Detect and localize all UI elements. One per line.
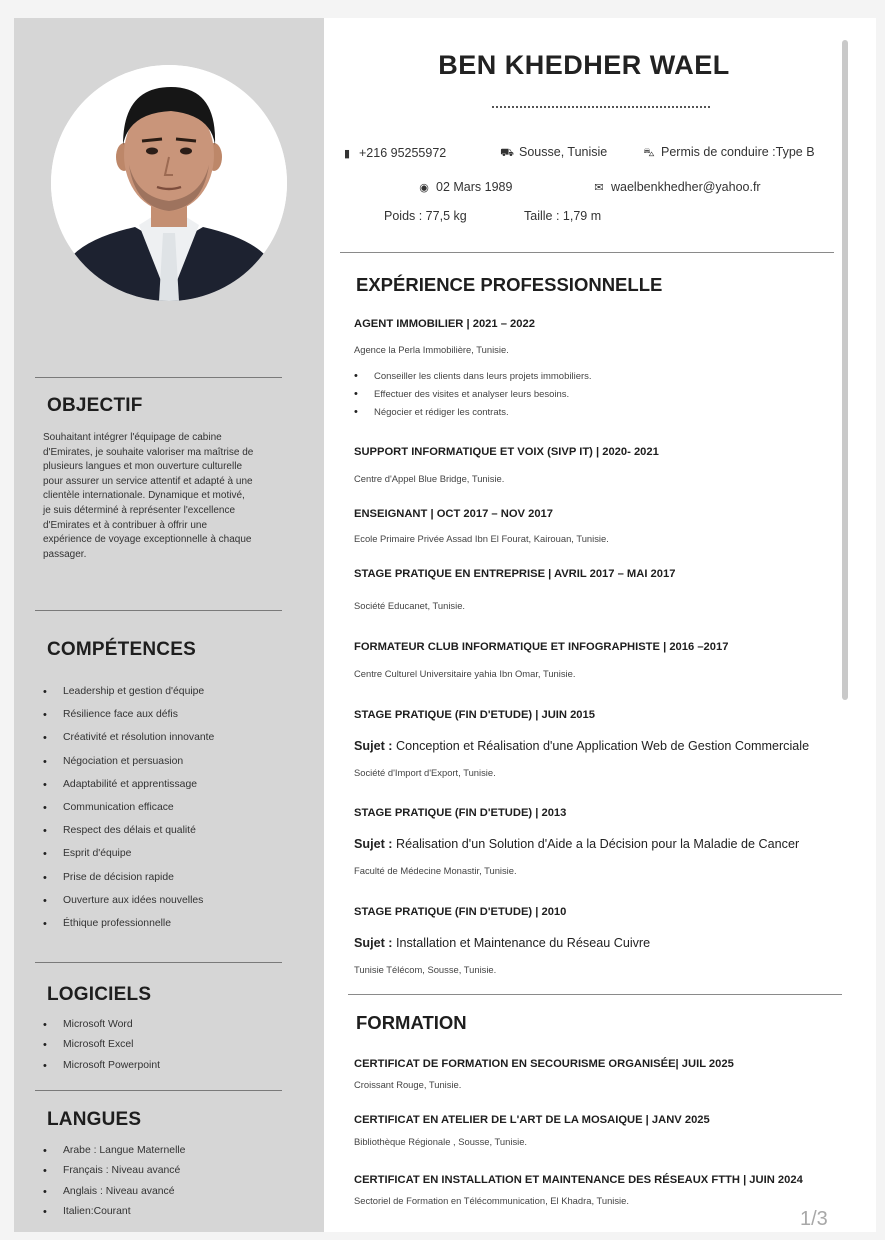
subject-text: Réalisation d'un Solution d'Aide a la Décision pour la Maladie de Cancer <box>395 837 800 851</box>
formation-title: CERTIFICAT EN INSTALLATION ET MAINTENANCE DES RÉSEAUX FTTH | JUIN 2024 <box>354 1174 803 1186</box>
list-item: • Ouverture aux idées nouvelles <box>43 894 214 917</box>
competences-list <box>43 685 214 940</box>
contact-height: Taille : 1,79 m <box>524 209 602 223</box>
objectif-line: pour assurer un service attentif et adapté à une <box>43 475 253 487</box>
job-title: ENSEIGNANT | OCT 2017 – NOV 2017 <box>354 508 553 520</box>
contact-birth-text: 02 Mars 1989 <box>436 180 513 194</box>
list-item: • Effectuer des visites et analyser leurs besoins. <box>354 389 592 407</box>
formation-title: CERTIFICAT EN ATELIER DE L'ART DE LA MOSAIQUE | JANV 2025 <box>354 1114 710 1126</box>
scrollbar[interactable] <box>842 40 848 700</box>
job-place: Faculté de Médecine Monastir, Tunisie. <box>354 865 517 876</box>
subject-label: Sujet : <box>354 936 393 950</box>
job-subject <box>354 936 650 950</box>
langues-list <box>43 1144 185 1226</box>
formation-place: Croissant Rouge, Tunisie. <box>354 1079 462 1090</box>
list-item: • Arabe : Langue Maternelle <box>43 1144 185 1164</box>
mail-icon: ✉ <box>594 182 604 194</box>
job-subject <box>354 837 799 851</box>
logiciels-list <box>43 1018 160 1079</box>
objectif-line: je suis déterminé à représenter l'excellence <box>43 504 236 516</box>
profile-photo <box>51 65 287 301</box>
divider <box>35 610 282 611</box>
candidate-name: BEN KHEDHER WAEL <box>438 50 730 80</box>
objectif-text <box>43 431 301 562</box>
job-title: SUPPORT INFORMATIQUE ET VOIX (SIVP IT) | 2020- 2021 <box>354 446 659 458</box>
birthday-icon: ◉ <box>419 182 429 194</box>
formation-heading: FORMATION <box>356 1012 467 1033</box>
list-item: • Leadership et gestion d'équipe <box>43 685 214 708</box>
sidebar <box>14 18 324 1232</box>
contact-email <box>592 180 761 194</box>
car-icon: ⛍ <box>643 147 655 159</box>
divider <box>35 1090 282 1091</box>
list-item: • Conseiller les clients dans leurs projets immobiliers. <box>354 371 592 389</box>
competences-heading: COMPÉTENCES <box>47 639 196 660</box>
contact-weight: Poids : 77,5 kg <box>384 209 467 223</box>
list-item: • Adaptabilité et apprentissage <box>43 778 214 801</box>
objectif-line: passager. <box>43 548 87 560</box>
contact-birth <box>417 180 512 194</box>
phone-icon: ▮ <box>343 148 351 160</box>
job-title: STAGE PRATIQUE (FIN D'ETUDE) | JUIN 2015 <box>354 709 595 721</box>
contact-phone <box>340 146 446 160</box>
job-place: Société d'Import d'Export, Tunisie. <box>354 767 496 778</box>
divider <box>35 377 282 378</box>
list-item: • Microsoft Excel <box>43 1038 160 1058</box>
job-place: Ecole Primaire Privée Assad Ibn El Fourat, Kairouan, Tunisie. <box>354 533 609 544</box>
job-place: Tunisie Télécom, Sousse, Tunisie. <box>354 964 497 975</box>
list-item: • Microsoft Powerpoint <box>43 1059 160 1079</box>
subject-label: Sujet : <box>354 837 393 851</box>
list-item: • Négociation et persuasion <box>43 755 214 778</box>
contact-city-text: Sousse, Tunisie <box>519 145 608 159</box>
job-title: STAGE PRATIQUE EN ENTREPRISE | AVRIL 2017 – MAI 2017 <box>354 568 676 580</box>
objectif-line: d'Emirates, je souhaite valoriser ma maîtrise de <box>43 446 254 458</box>
list-item: • Éthique professionnelle <box>43 917 214 940</box>
job-title: STAGE PRATIQUE (FIN D'ETUDE) | 2013 <box>354 807 567 819</box>
logiciels-heading: LOGICIELS <box>47 984 152 1005</box>
divider <box>340 252 834 253</box>
objectif-heading: OBJECTIF <box>47 395 143 416</box>
cv-page <box>14 18 876 1232</box>
contact-city <box>500 145 607 161</box>
objectif-line: clientèle internationale. Dynamique et motivé, <box>43 490 245 502</box>
contact-email-text: waelbenkhedher@yahoo.fr <box>611 180 761 194</box>
job-place: Agence la Perla Immobilière, Tunisie. <box>354 344 509 355</box>
subject-text: Conception et Réalisation d'une Application Web de Gestion Commerciale <box>395 739 810 753</box>
car-location-icon: ⛟ <box>500 147 514 159</box>
list-item: • Négocier et rédiger les contrats. <box>354 407 592 425</box>
list-item: • Microsoft Word <box>43 1018 160 1038</box>
langues-heading: LANGUES <box>47 1109 142 1130</box>
job-title: AGENT IMMOBILIER | 2021 – 2022 <box>354 318 535 330</box>
list-item: • Résilience face aux défis <box>43 708 214 731</box>
divider <box>35 962 282 963</box>
job-subject <box>354 739 809 753</box>
job-bullets <box>354 371 592 426</box>
contact-license-text: Permis de conduire :Type B <box>661 145 815 159</box>
list-item: • Respect des délais et qualité <box>43 824 214 847</box>
page-number: 1/3 <box>800 1208 828 1230</box>
job-place: Centre d'Appel Blue Bridge, Tunisie. <box>354 473 505 484</box>
formation-place: Bibliothèque Régionale , Sousse, Tunisie. <box>354 1136 528 1147</box>
divider <box>348 994 842 995</box>
list-item: • Communication efficace <box>43 801 214 824</box>
main-content <box>324 18 876 1232</box>
job-title: STAGE PRATIQUE (FIN D'ETUDE) | 2010 <box>354 906 567 918</box>
formation-place: Sectoriel de Formation en Télécommunication, El Khadra, Tunisie. <box>354 1195 629 1206</box>
job-place: Centre Culturel Universitaire yahia Ibn Omar, Tunisie. <box>354 668 576 679</box>
list-item: • Créativité et résolution innovante <box>43 731 214 754</box>
contact-license <box>642 145 815 161</box>
contact-phone-text: +216 95255972 <box>359 146 447 160</box>
dotted-divider <box>492 106 710 108</box>
objectif-line: Souhaitant intégrer l'équipage de cabine <box>43 432 222 443</box>
subject-label: Sujet : <box>354 739 393 753</box>
list-item: • Anglais : Niveau avancé <box>43 1185 185 1205</box>
objectif-line: expérience de voyage exceptionnelle à chaque <box>43 534 252 546</box>
job-title: FORMATEUR CLUB INFORMATIQUE ET INFOGRAPHISTE | 2016 –2017 <box>354 641 729 653</box>
objectif-line: plusieurs langues et mon ouverture culturelle <box>43 461 242 473</box>
subject-text: Installation et Maintenance du Réseau Cuivre <box>395 936 651 950</box>
list-item: • Français : Niveau avancé <box>43 1164 185 1184</box>
list-item: • Esprit d'équipe <box>43 847 214 870</box>
objectif-line: d'Emirates et à contribuer à offrir une <box>43 519 208 531</box>
job-place: Société Educanet, Tunisie. <box>354 600 466 611</box>
formation-title: CERTIFICAT DE FORMATION EN SECOURISME ORGANISÉE| JUIL 2025 <box>354 1058 734 1070</box>
list-item: • Italien:Courant <box>43 1205 185 1225</box>
experience-heading: EXPÉRIENCE PROFESSIONNELLE <box>356 274 663 295</box>
list-item: • Prise de décision rapide <box>43 871 214 894</box>
